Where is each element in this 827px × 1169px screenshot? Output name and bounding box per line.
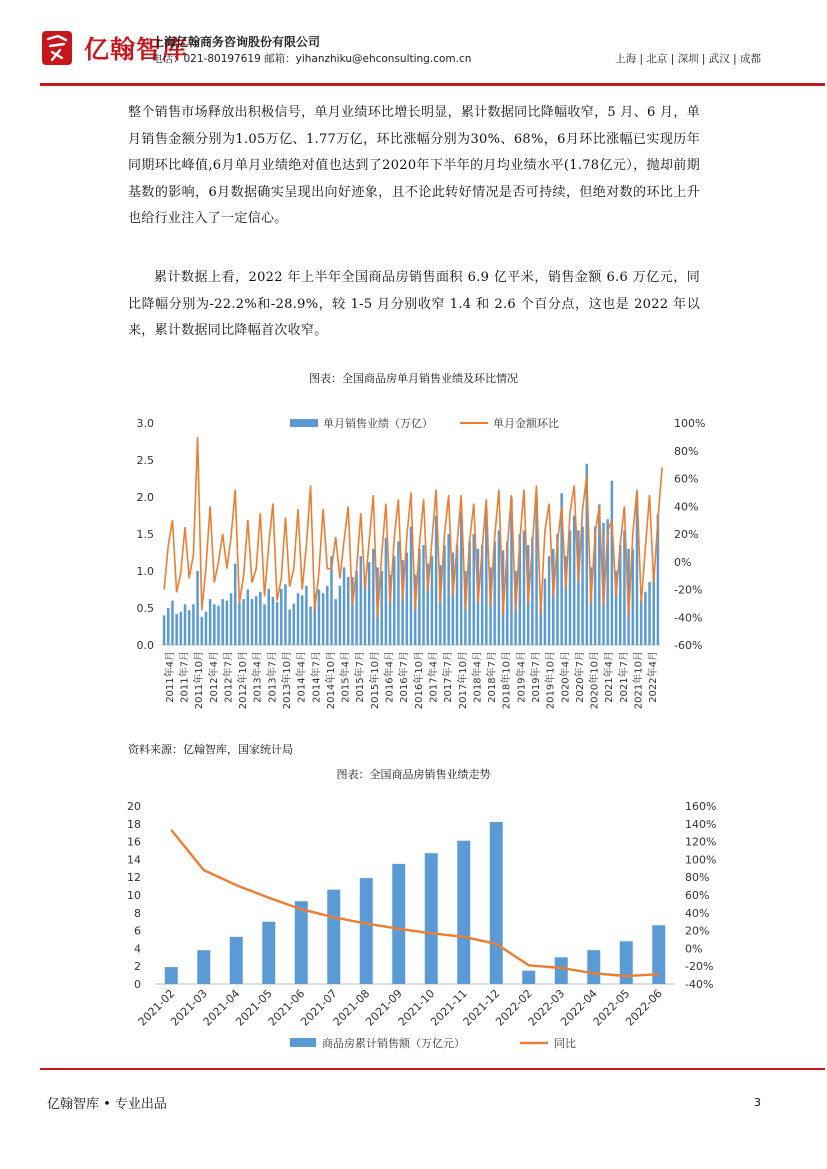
- x-axis-tick-label: 2021-04: [200, 986, 243, 1029]
- cumulative-sales-bar: [327, 890, 340, 984]
- monthly-sales-bar: [347, 577, 350, 645]
- monthly-sales-bar: [226, 601, 229, 645]
- x-axis-tick-label: 2016年7月: [399, 651, 411, 703]
- monthly-sales-bar: [192, 604, 195, 645]
- x-axis-tick-label: 2021-12: [460, 986, 503, 1029]
- figure-1-source: 资料来源：亿翰智库，国家统计局: [128, 743, 293, 756]
- x-axis-tick-label: 2016年4月: [384, 651, 396, 703]
- monthly-sales-bar: [242, 599, 245, 645]
- left-axis-tick-label: 3.0: [136, 417, 154, 430]
- x-axis-tick-label: 2020年4月: [560, 651, 572, 703]
- right-axis-tick-label: -60%: [674, 639, 703, 652]
- monthly-sales-bar: [309, 607, 312, 645]
- monthly-sales-bar: [280, 589, 283, 645]
- monthly-sales-bar: [276, 602, 279, 645]
- x-axis-tick-label: 2011年4月: [164, 651, 176, 703]
- monthly-sales-bar: [573, 516, 576, 646]
- legend-swatch-bars: [290, 419, 318, 427]
- x-axis-tick-label: 2022-05: [590, 986, 633, 1029]
- x-axis-tick-label: 2022年4月: [648, 651, 660, 703]
- monthly-sales-bar: [397, 541, 400, 645]
- monthly-sales-bar: [498, 530, 501, 645]
- monthly-sales-bar: [263, 604, 266, 645]
- monthly-sales-bar: [640, 599, 643, 645]
- left-axis-tick-label: 2.5: [136, 454, 154, 467]
- x-axis-tick-label: 2018年10月: [501, 651, 513, 710]
- left-axis-tick-label: 0.5: [136, 602, 154, 615]
- company-name: 上海亿翰商务咨询股份有限公司: [152, 35, 321, 49]
- legend-label-line: 单月金额环比: [493, 417, 559, 430]
- right-axis-tick-label: 20%: [674, 528, 699, 541]
- right-axis-tick-label: 160%: [685, 800, 717, 813]
- x-axis-tick-label: 2017年4月: [428, 651, 440, 703]
- monthly-sales-bar: [205, 612, 208, 645]
- monthly-sales-bar: [180, 612, 183, 645]
- monthly-sales-bar: [297, 593, 300, 645]
- cumulative-sales-bar: [295, 901, 308, 984]
- monthly-sales-bar: [167, 608, 170, 645]
- paragraph-1: 整个销售市场释放出积极信号，单月业绩环比增长明显，累计数据同比降幅收窄，5 月、6 月，单月销售金额分别为1.05万亿、1.77万亿，环比涨幅分别为30%、68%，6月环比涨幅已实现历年同期环比峰值,6月单月业绩绝对值也达到了2020年下半年的月均业绩水平(1.78亿元），抛却前期基数的影响，6月数据确实呈现出向好迹象，且不论此转好情况是否可持续，但绝对数的环比上升也给行业注入了一定信心。: [128, 105, 700, 226]
- monthly-sales-bar: [431, 556, 434, 645]
- x-axis-tick-label: 2017年10月: [457, 651, 469, 710]
- monthly-sales-bar: [548, 556, 551, 645]
- x-axis-tick-label: 2016年10月: [413, 651, 425, 710]
- monthly-sales-bar: [644, 592, 647, 645]
- monthly-sales-bar: [217, 606, 220, 645]
- x-axis-tick-label: 2015年7月: [355, 651, 367, 703]
- monthly-sales-bar: [422, 545, 425, 645]
- x-axis-tick-label: 2019年4月: [516, 651, 528, 703]
- left-axis-tick-label: 6: [134, 924, 141, 938]
- cumulative-sales-bar: [262, 922, 275, 984]
- monthly-sales-bar: [447, 534, 450, 645]
- monthly-sales-bar: [334, 599, 337, 645]
- x-axis-tick-label: 2022-04: [558, 986, 600, 1029]
- x-axis-tick-label: 2018年7月: [487, 651, 499, 703]
- monthly-sales-bar: [213, 604, 216, 645]
- x-axis-tick-label: 2021年7月: [618, 651, 630, 703]
- right-axis-tick-label: 40%: [685, 906, 710, 920]
- figure-1-title: 图表：全国商品房单月销售业绩及环比情况: [309, 372, 518, 385]
- monthly-sales-bar: [293, 604, 296, 645]
- left-axis-tick-label: 14: [127, 853, 141, 867]
- x-axis-tick-label: 2012年10月: [238, 651, 250, 710]
- monthly-sales-bar: [360, 556, 363, 645]
- cumulative-sales-bar: [425, 853, 438, 984]
- right-axis-tick-label: 80%: [674, 444, 699, 458]
- legend-label-bars: 单月销售业绩（万亿）: [323, 417, 433, 430]
- cumulative-sales-bar: [392, 864, 405, 984]
- monthly-sales-bar: [581, 527, 584, 645]
- monthly-sales-bar: [209, 599, 212, 645]
- left-axis-tick-label: 2: [134, 960, 141, 974]
- left-axis-tick-label: 10: [127, 889, 141, 902]
- right-axis-tick-label: -40%: [685, 978, 714, 991]
- left-axis-tick-label: 12: [127, 871, 141, 885]
- monthly-sales-bar: [175, 614, 178, 645]
- x-axis-tick-label: 2014年4月: [296, 651, 308, 703]
- cumulative-sales-bar: [360, 878, 373, 984]
- page-number: 3: [754, 1096, 761, 1109]
- x-axis-tick-label: 2012年7月: [223, 651, 235, 703]
- x-axis-tick-label: 2011年10月: [194, 651, 206, 710]
- cumulative-sales-bar: [197, 950, 210, 984]
- x-axis-tick-label: 2022-03: [525, 986, 568, 1029]
- logo-icon: [40, 28, 76, 68]
- monthly-sales-bar: [288, 609, 291, 645]
- monthly-sales-bar: [322, 593, 325, 645]
- left-axis-tick-label: 16: [127, 835, 141, 849]
- footer-brand: 亿翰智库 • 专业出品: [47, 1097, 167, 1112]
- page-header: [0, 0, 827, 88]
- monthly-sales-bar: [251, 599, 254, 645]
- monthly-sales-bar: [648, 582, 651, 645]
- x-axis-tick-label: 2011年7月: [179, 651, 191, 703]
- x-axis-tick-label: 2020年10月: [589, 651, 601, 710]
- right-axis-tick-label: 140%: [685, 817, 717, 831]
- x-axis-tick-label: 2014年10月: [325, 651, 337, 710]
- monthly-sales-bar: [406, 553, 409, 646]
- cumulative-sales-bar: [165, 967, 178, 984]
- x-axis-tick-label: 2019年7月: [531, 651, 542, 703]
- x-axis-tick-label: 2018年4月: [472, 651, 484, 703]
- monthly-sales-bar: [234, 564, 237, 645]
- right-axis-tick-label: 100%: [685, 853, 717, 867]
- x-axis-tick-label: 2022-02: [493, 986, 535, 1029]
- footer-divider: [40, 1068, 825, 1070]
- left-axis-tick-label: 20: [127, 800, 141, 813]
- monthly-sales-bar: [171, 601, 174, 645]
- x-axis-tick-label: 2021-09: [363, 986, 405, 1029]
- header-divider: [40, 83, 825, 86]
- left-axis-tick-label: 0: [134, 978, 141, 991]
- monthly-sales-bar: [330, 556, 333, 645]
- x-axis-tick-label: 2017年7月: [443, 651, 455, 703]
- right-axis-tick-label: 0%: [674, 555, 692, 569]
- monthly-sales-chart: [120, 405, 720, 730]
- x-axis-tick-label: 2021-11: [428, 986, 470, 1029]
- x-axis-tick-label: 2013年4月: [252, 651, 264, 703]
- x-axis-tick-label: 2019年10月: [545, 651, 557, 710]
- left-axis-tick-label: 2.0: [136, 491, 154, 504]
- right-axis-tick-label: 0%: [685, 942, 703, 956]
- monthly-sales-bar: [544, 578, 547, 645]
- monthly-sales-bar: [284, 584, 287, 645]
- monthly-sales-bar: [267, 589, 270, 645]
- x-axis-tick-label: 2020年7月: [574, 651, 586, 703]
- right-axis-tick-label: 60%: [685, 889, 710, 902]
- city-list: 上海 | 北京 | 深圳 | 武汉 | 成都: [615, 53, 761, 65]
- cumulative-sales-bar: [555, 957, 568, 984]
- x-axis-tick-label: 2012年4月: [208, 651, 220, 703]
- monthly-sales-bar: [163, 615, 166, 645]
- cumulative-sales-chart: [100, 790, 740, 1060]
- right-axis-tick-label: -20%: [685, 960, 714, 974]
- yoy-change-line: [171, 830, 659, 976]
- legend-swatch-bars: [290, 1038, 316, 1047]
- monthly-sales-bar: [255, 596, 258, 645]
- legend-label-bars: 商品房累计销售额（万亿元）: [322, 1037, 465, 1050]
- monthly-sales-bar: [221, 599, 224, 645]
- x-axis-tick-label: 2021-08: [330, 986, 373, 1029]
- left-axis-tick-label: 18: [127, 817, 141, 831]
- x-axis-tick-label: 2021-03: [168, 986, 210, 1029]
- monthly-sales-bar: [201, 617, 204, 645]
- paragraph-2: 累计数据上看，2022 年上半年全国商品房销售面积 6.9 亿平米，销售金额 6.6 万亿元，同比降幅分别为-22.2%和-28.9%，较 1-5 月分别收窄 1.4 和 2.6 个百分点，这也是 2022 年以来，累计数据同比降幅首次收窄。: [128, 270, 700, 338]
- left-axis-tick-label: 8: [134, 906, 141, 920]
- left-axis-tick-label: 4: [134, 942, 141, 956]
- monthly-sales-bar: [372, 549, 375, 645]
- monthly-sales-bar: [230, 593, 233, 645]
- left-axis-tick-label: 1.0: [136, 565, 154, 578]
- cumulative-sales-bar: [587, 950, 600, 984]
- x-axis-tick-label: 2021-10: [395, 986, 438, 1029]
- monthly-sales-bar: [473, 534, 476, 645]
- monthly-sales-bar: [523, 530, 526, 645]
- monthly-sales-bar: [611, 481, 614, 645]
- x-axis-tick-label: 2014年7月: [311, 651, 323, 703]
- monthly-sales-bar: [318, 590, 321, 646]
- cumulative-sales-bar: [230, 937, 243, 984]
- logo-text: 亿翰智库: [84, 35, 189, 64]
- monthly-sales-bar: [238, 603, 241, 645]
- x-axis-tick-label: 2015年4月: [340, 651, 352, 703]
- x-axis-tick-label: 2021-02: [135, 986, 178, 1029]
- right-axis-tick-label: -40%: [674, 611, 703, 625]
- cumulative-sales-bar: [490, 822, 503, 984]
- monthly-sales-bar: [569, 530, 572, 645]
- left-axis-tick-label: 0.0: [136, 639, 154, 652]
- x-axis-tick-label: 2021-06: [265, 986, 308, 1029]
- monthly-sales-bar: [188, 610, 191, 645]
- legend-label-line: 同比: [554, 1037, 576, 1050]
- monthly-sales-bar: [301, 595, 304, 645]
- right-axis-tick-label: 120%: [685, 835, 717, 849]
- monthly-sales-bar: [339, 586, 342, 645]
- x-axis-tick-label: 2013年10月: [282, 651, 293, 710]
- monthly-sales-bar: [272, 597, 275, 645]
- monthly-sales-bar: [305, 586, 308, 645]
- right-axis-tick-label: -20%: [674, 583, 703, 597]
- figure-2-title: 图表：全国商品房销售业绩走势: [336, 768, 491, 781]
- right-axis-tick-label: 60%: [674, 472, 699, 486]
- x-axis-tick-label: 2013年7月: [267, 651, 279, 703]
- cumulative-sales-bar: [457, 841, 470, 984]
- right-axis-tick-label: 80%: [685, 871, 710, 885]
- x-axis-tick-label: 2021-07: [298, 986, 340, 1029]
- monthly-sales-bar: [247, 590, 250, 646]
- left-axis-tick-label: 1.5: [136, 528, 154, 541]
- monthly-sales-bar: [385, 538, 388, 645]
- x-axis-tick-label: 2021年10月: [633, 651, 645, 710]
- monthly-sales-bar: [410, 527, 413, 645]
- monthly-sales-bar: [343, 567, 346, 645]
- right-axis-tick-label: 20%: [685, 924, 710, 938]
- right-axis-tick-label: 100%: [674, 417, 706, 430]
- monthly-sales-bar: [380, 571, 383, 645]
- monthly-sales-bar: [196, 571, 199, 645]
- monthly-sales-bar: [326, 586, 329, 645]
- x-axis-tick-label: 2015年10月: [369, 651, 381, 710]
- right-axis-tick-label: 40%: [674, 500, 699, 514]
- x-axis-tick-label: 2021-05: [233, 986, 275, 1029]
- monthly-sales-bar: [368, 562, 371, 645]
- x-axis-tick-label: 2022-06: [623, 986, 665, 1029]
- cumulative-sales-bar: [620, 941, 633, 984]
- monthly-sales-bar: [393, 556, 396, 645]
- contact-info: 电话：021-80197619 邮箱：yihanzhiku@ehconsulting.com.cn: [152, 53, 472, 65]
- monthly-sales-bar: [259, 592, 262, 645]
- monthly-sales-bar: [184, 604, 187, 645]
- x-axis-tick-label: 2021年4月: [604, 651, 616, 703]
- cumulative-sales-bar: [522, 971, 535, 984]
